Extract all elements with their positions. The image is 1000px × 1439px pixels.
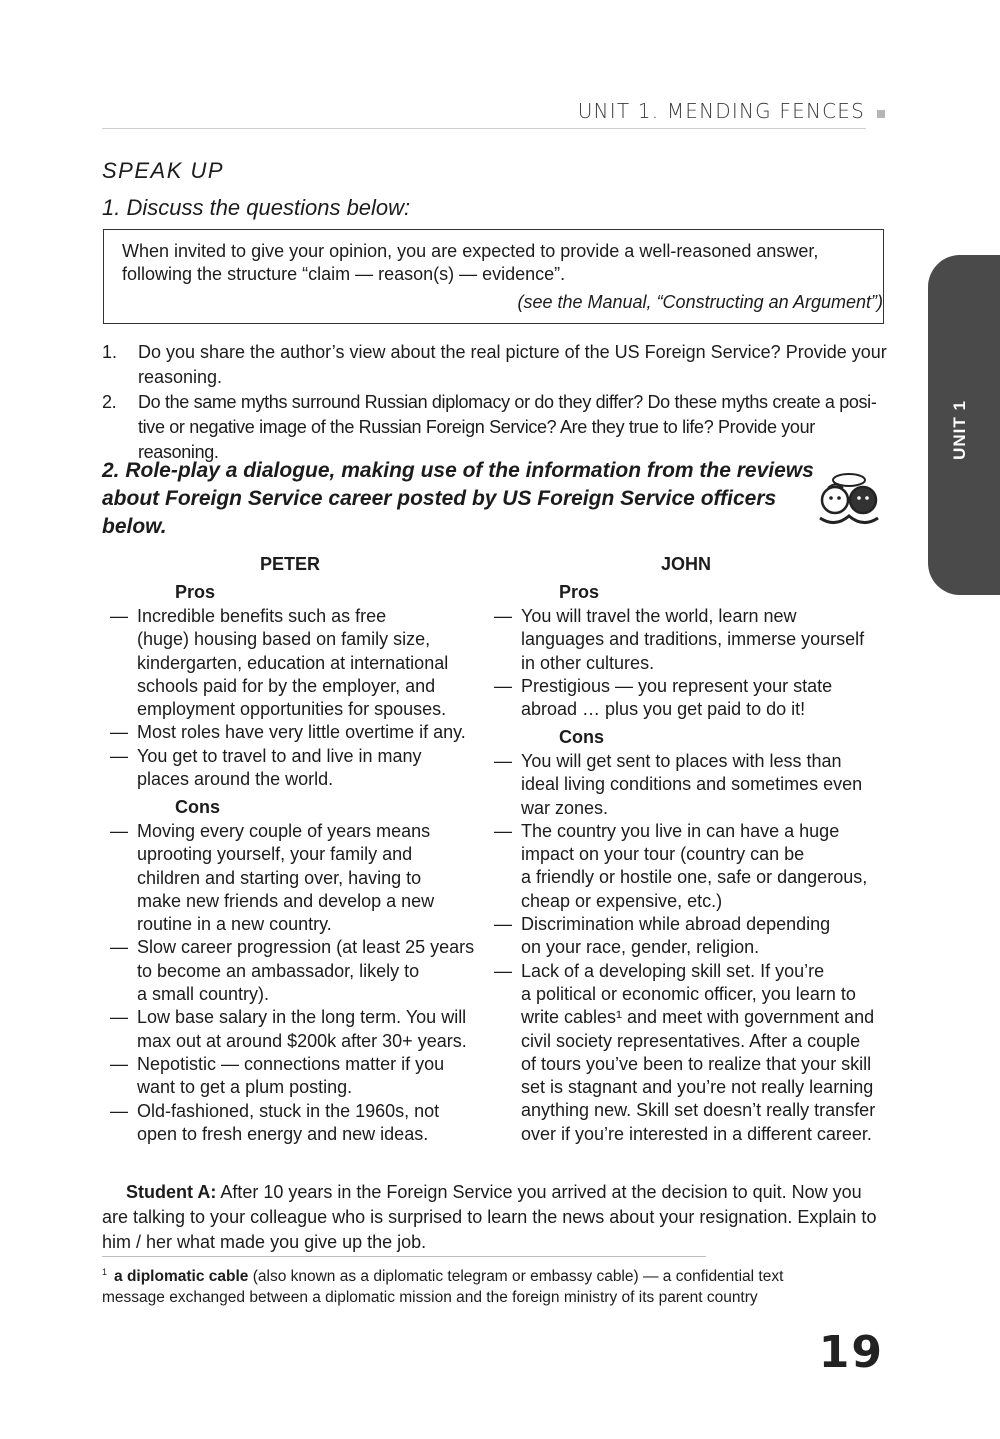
- list-line: employment opportunities for spouses.: [137, 699, 447, 720]
- question-line: Do you share the author’s view about the real picture of the US Foreign Service? Provide your: [138, 342, 887, 362]
- list-item: [102, 936, 482, 1006]
- list-line: uprooting yourself, your family and: [137, 844, 413, 865]
- dash-marker: —: [110, 937, 128, 958]
- dash-marker: —: [494, 675, 512, 696]
- peter-cons-heading: Cons: [175, 797, 220, 817]
- running-head: UNIT 1. MENDING FENCES: [577, 99, 865, 123]
- list-line: write cables¹ and meet with government and: [521, 1007, 875, 1028]
- list-line: max out at around $200k after 30+ years.: [137, 1030, 467, 1051]
- header-rule: [102, 128, 866, 129]
- john-pros-list: [486, 605, 886, 721]
- question-line: Do the same myths surround Russian diplomacy or do they differ? Do these myths create a posi-: [138, 392, 877, 412]
- list-item: [102, 745, 482, 792]
- list-line: kindergarten, education at international: [137, 652, 449, 673]
- list-line: places around the world.: [137, 769, 334, 790]
- list-item: [486, 750, 886, 820]
- list-item: [486, 675, 886, 722]
- dash-marker: —: [494, 606, 512, 626]
- john-pros-heading: Pros: [559, 582, 600, 602]
- dash-marker: —: [110, 1053, 128, 1074]
- footnote-text: (also known as a diplomatic telegram or embassy cable) — a confidential text: [248, 1268, 784, 1286]
- list-line: open to fresh energy and new ideas.: [137, 1123, 429, 1144]
- question-line: tive or negative image of the Russian Foreign Service? Are they true to life? Provide your reasoning.: [138, 417, 815, 462]
- list-line: in other cultures.: [521, 652, 655, 673]
- list-line: a friendly or hostile one, safe or dangerous,: [521, 867, 868, 888]
- list-line: Most roles have very little overtime if any.: [137, 722, 466, 743]
- list-line: schools paid for by the employer, and: [137, 675, 436, 696]
- list-line: routine in a new country.: [137, 914, 332, 935]
- footnote-line: [102, 1262, 862, 1287]
- list-line: Incredible benefits such as free: [137, 606, 387, 626]
- task1-title: 1. Discuss the questions below:: [102, 195, 411, 220]
- list-item: [102, 721, 482, 744]
- list-line: Prestigious — you represent your state: [521, 675, 833, 696]
- task2-title-line: about Foreign Service career posted by US Foreign Service officers below.: [102, 487, 777, 538]
- info-box-line: When invited to give your opinion, you are expected to provide a well-reasoned answer,: [122, 241, 819, 261]
- peter-pros-list: [102, 605, 482, 791]
- list-item: [486, 960, 886, 1146]
- list-item: [486, 913, 886, 960]
- list-item: [102, 1053, 482, 1100]
- list-line: abroad … plus you get paid to do it!: [521, 699, 806, 720]
- john-column-heading: JOHN: [661, 554, 712, 574]
- student-a-label: Student A:: [126, 1182, 217, 1202]
- list-item: [102, 1100, 482, 1147]
- list-line: civil society representatives. After a couple: [521, 1030, 861, 1051]
- page-number: 19: [818, 1327, 884, 1378]
- list-line: anything new. Skill set doesn’t really transfer: [521, 1100, 876, 1121]
- question-number: 2.: [102, 392, 117, 412]
- footnote-term: a diplomatic cable: [114, 1268, 249, 1286]
- list-line: You get to travel to and live in many: [137, 745, 422, 766]
- list-line: children and starting over, having to: [137, 867, 422, 888]
- list-line: Nepotistic — connections matter if you: [137, 1053, 445, 1074]
- footnote-rule: [102, 1256, 706, 1257]
- list-line: You will travel the world, learn new: [521, 606, 797, 626]
- list-line: Lack of a developing skill set. If you’re: [521, 960, 825, 981]
- student-a-instructions: [102, 1180, 892, 1255]
- list-line: war zones.: [521, 797, 609, 818]
- peter-cons-list: [102, 820, 482, 1146]
- dash-marker: —: [110, 1100, 128, 1121]
- john-cons-list: [486, 750, 886, 1146]
- list-line: languages and traditions, immerse yourself: [521, 629, 865, 650]
- list-line: ideal living conditions and sometimes even: [521, 774, 863, 795]
- question-list: [102, 340, 892, 465]
- dash-marker: —: [110, 606, 128, 626]
- task2-title: [102, 457, 822, 541]
- list-line: over if you’re interested in a different career.: [521, 1123, 872, 1144]
- list-item: [486, 605, 886, 675]
- list-line: You will get sent to places with less than: [521, 751, 842, 771]
- list-line: a political or economic officer, you learn to: [521, 983, 856, 1004]
- dash-marker: —: [110, 745, 128, 766]
- unit-side-tab-label: [940, 395, 980, 465]
- list-item: [102, 820, 482, 936]
- list-line: The country you live in can have a huge: [521, 820, 840, 841]
- header-square-marker: [877, 110, 885, 118]
- student-a-line: [102, 1180, 892, 1205]
- list-line: want to get a plum posting.: [137, 1077, 353, 1098]
- list-line: Discrimination while abroad depending: [521, 914, 831, 935]
- unit-tab-text: UNIT 1: [950, 400, 969, 460]
- question-line: reasoning.: [138, 367, 223, 387]
- info-box-line: following the structure “claim — reason(s) — evidence”.: [122, 264, 566, 284]
- student-a-line: are talking to your colleague who is surprised to learn the news about your resignation. Explain to: [102, 1207, 877, 1227]
- info-box-text: [122, 240, 862, 286]
- dash-marker: —: [494, 960, 512, 981]
- list-line: cheap or expensive, etc.): [521, 890, 723, 911]
- dash-marker: —: [110, 722, 128, 743]
- list-line: of tours you’ve been to realize that your skill: [521, 1053, 872, 1074]
- footnote-line: message exchanged between a diplomatic mission and the foreign ministry of its parent country: [102, 1289, 758, 1307]
- list-line: impact on your tour (country can be: [521, 844, 805, 865]
- student-a-line: him / her what made you give up the job.: [102, 1232, 427, 1252]
- question-number: 1.: [102, 342, 118, 362]
- list-line: Low base salary in the long term. You will: [137, 1007, 467, 1028]
- peter-column-heading: PETER: [260, 554, 321, 574]
- dash-marker: —: [494, 914, 512, 935]
- task2-title-line: 2. Role-play a dialogue, making use of the information from the reviews: [102, 459, 814, 482]
- section-title: SPEAK UP: [102, 158, 225, 183]
- footnote-marker: 1: [102, 1267, 108, 1277]
- dash-marker: —: [110, 821, 128, 841]
- list-line: Old-fashioned, stuck in the 1960s, not: [137, 1100, 440, 1121]
- dialogue-people-icon: [810, 466, 888, 530]
- list-line: (huge) housing based on family size,: [137, 629, 431, 650]
- dash-marker: —: [110, 1007, 128, 1028]
- dash-marker: —: [494, 751, 512, 771]
- list-item: [486, 820, 886, 913]
- john-cons-heading: Cons: [559, 727, 604, 747]
- list-line: a small country).: [137, 984, 270, 1005]
- list-line: to become an ambassador, likely to: [137, 960, 420, 981]
- list-line: set is stagnant and you’re not really learning: [521, 1077, 874, 1098]
- peter-pros-heading: Pros: [175, 582, 216, 602]
- list-line: Slow career progression (at least 25 years: [137, 937, 475, 958]
- list-item: [102, 605, 482, 721]
- list-line: make new friends and develop a new: [137, 890, 435, 911]
- list-line: Moving every couple of years means: [137, 821, 431, 841]
- question-item: [102, 340, 892, 390]
- dash-marker: —: [494, 820, 512, 841]
- footnote: [102, 1262, 862, 1308]
- list-item: [102, 1006, 482, 1053]
- info-box-reference: (see the Manual, “Constructing an Argument”): [517, 292, 883, 312]
- student-a-text: After 10 years in the Foreign Service you arrived at the decision to quit. Now you: [216, 1182, 862, 1202]
- question-item: [102, 390, 892, 465]
- list-line: on your race, gender, religion.: [521, 937, 760, 958]
